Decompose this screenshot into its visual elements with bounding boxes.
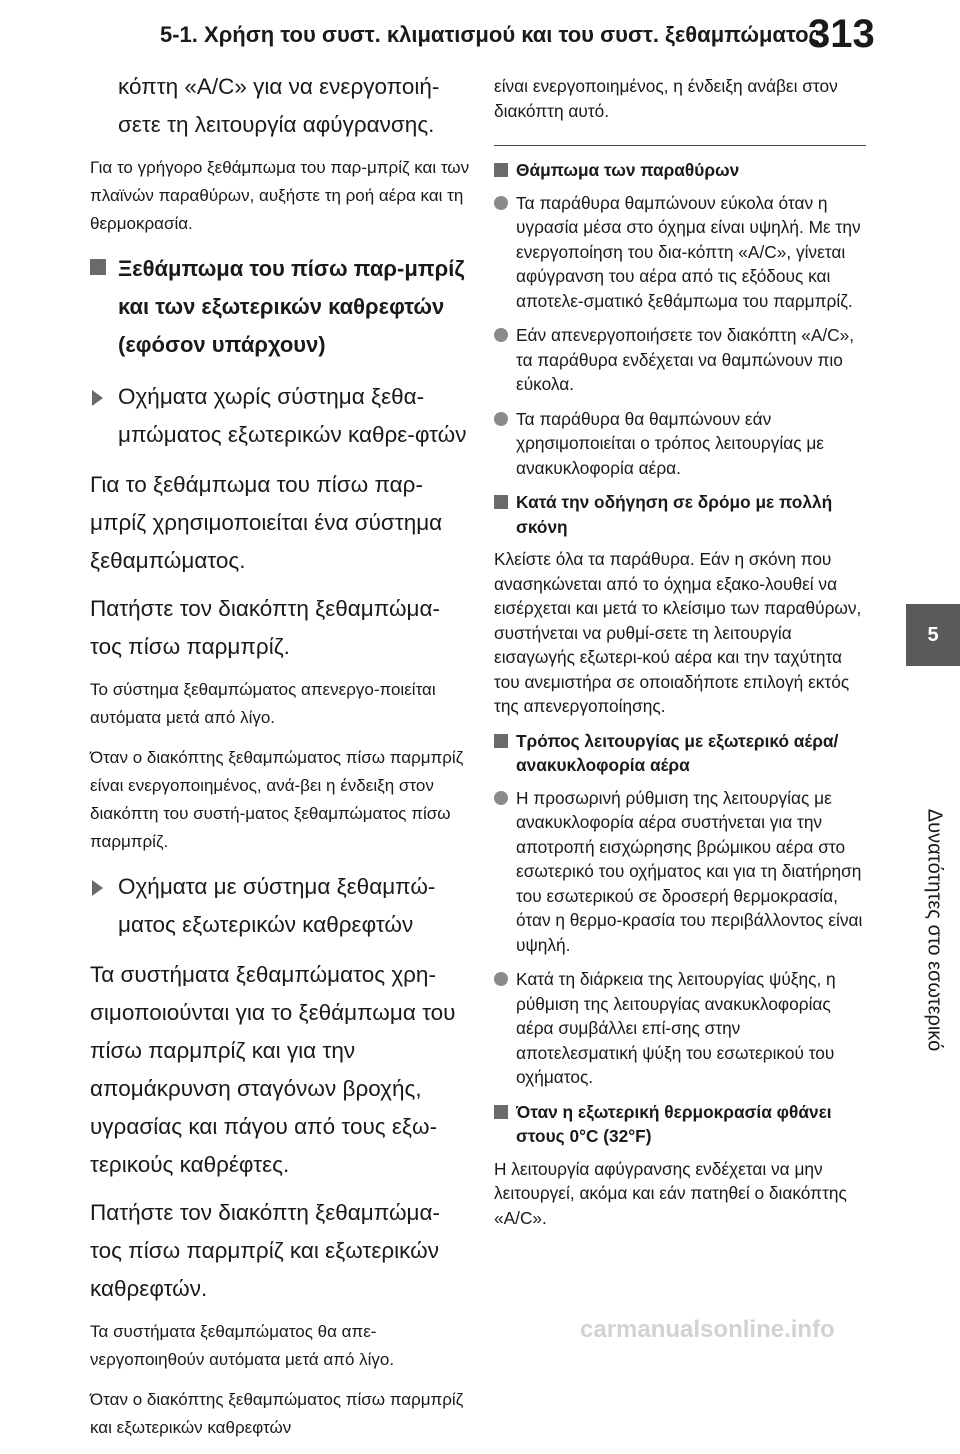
section-heading-text: Όταν η εξωτερική θερμοκρασία φθάνει στους 0°C (32°F) — [516, 1101, 832, 1146]
bullet-item — [494, 323, 866, 397]
page-number: 313 — [808, 12, 875, 56]
triangle-bullet-icon — [92, 880, 103, 896]
section-heading-text: Θάμπωμα των παραθύρων — [516, 160, 740, 180]
note-paragraph: Όταν ο διακόπτης ξεθαμπώματος πίσω παρμπρίζ και εξωτερικών καθρεφτών — [90, 1390, 464, 1437]
bullet-item — [494, 407, 866, 481]
subsection-heading-text: Οχήματα με σύστημα ξεθαμπώ-ματος εξωτερικών καθρεφτών — [118, 874, 436, 937]
note-paragraph: Τα συστήματα ξεθαμπώματος θα απε-νεργοποιηθούν αυτόματα μετά από λίγο. — [90, 1322, 395, 1369]
square-bullet-icon — [494, 495, 508, 509]
bullet-text: Εάν απενεργοποιήσετε τον διακόπτη «A/C», τα παράθυρα ενδέχεται να θαμπώνουν πιο εύκολα. — [516, 325, 855, 394]
section-heading — [494, 729, 866, 778]
circle-bullet-icon — [494, 196, 508, 210]
intro-paragraph: κόπτη «A/C» για να ενεργοποιή-σετε τη λειτουργία αφύγρανσης. — [118, 74, 440, 137]
body-paragraph: Κλείστε όλα τα παράθυρα. Εάν η σκόνη που ανασηκώνεται από το όχημα εξακο-λουθεί να εισέρχεται και μετά το κλείσιμο των παραθύρων, συστήνεται να ρυθμί-σετε τη λειτουργία εισαγωγής εξωτερι-κού αέρα και την ταχύτητα του ανεμιστήρα σε οποιαδήποτε επιλογή εκτός της απενεργοποίησης. — [494, 549, 862, 716]
bullet-text: Η προσωρινή ρύθμιση της λειτουργίας με ανακυκλοφορία αέρα συστήνεται για την αποτροπή εισχώρησης βρώμικου αέρα στο εσωτερικό του οχήματος και για τη διατήρηση του εσωτερικού σε δροσερή θερμοκρασία, όταν η θερμο-κρασία του περιβάλλοντος είναι υψηλή. — [516, 787, 863, 955]
right-column — [494, 74, 866, 1240]
left-column — [90, 68, 470, 1454]
body-paragraph: Τα συστήματα ξεθαμπώματος χρη-σιμοποιούνται για το ξεθάμπωμα του πίσω παρμπρίζ και για την απομάκρυνση σταγόνων βροχής, υγρασίας και πάγου από τους εξω-τερικούς καθρέφτες. — [90, 962, 456, 1177]
circle-bullet-icon — [494, 328, 508, 342]
chapter-side-label-text: Δυνατότητες στο εσωτερικό — [923, 808, 946, 1052]
circle-bullet-icon — [494, 412, 508, 426]
note-paragraph: Το σύστημα ξεθαμπώματος απενεργο-ποιείται αυτόματα μετά από λίγο. — [90, 680, 436, 727]
bullet-item — [494, 191, 866, 314]
continued-paragraph: είναι ενεργοποιημένος, η ένδειξη ανάβει στον διακόπτη αυτό. — [494, 76, 838, 121]
subsection-heading — [90, 378, 470, 454]
square-bullet-icon — [494, 1105, 508, 1119]
bullet-text: Τα παράθυρα θαμπώνουν εύκολα όταν η υγρασία μέσα στο όχημα είναι υψηλή. Με την ενεργοποίηση του δια-κόπτη «A/C», γίνεται αφύγρανση του αέρα από τις εξόδους και αποτελε-σματικό ξεθάμπωμα του παρμπρίζ. — [516, 192, 861, 311]
circle-bullet-icon — [494, 972, 508, 986]
body-paragraph: Πατήστε τον διακόπτη ξεθαμπώμα-τος πίσω παρμπρίζ. — [90, 596, 441, 659]
square-bullet-icon — [90, 259, 106, 275]
subsection-heading — [90, 868, 470, 944]
square-bullet-icon — [494, 734, 508, 748]
note-paragraph: Για το γρήγορο ξεθάμπωμα του παρ-μπρίζ και των πλαϊνών παραθύρων, αυξήστε τη ροή αέρα και τη θερμοκρασία. — [90, 158, 470, 233]
section-heading-text: Τρόπος λειτουργίας με εξωτερικό αέρα/ανακυκλοφορία αέρα — [516, 730, 839, 775]
section-heading — [494, 490, 866, 539]
square-bullet-icon — [494, 163, 508, 177]
section-heading-text: Κατά την οδήγηση σε δρόμο με πολλή σκόνη — [516, 492, 833, 537]
subsection-heading-text: Οχήματα χωρίς σύστημα ξεθα-μπώματος εξωτερικών καθρε-φτών — [118, 384, 467, 447]
circle-bullet-icon — [494, 791, 508, 805]
body-paragraph: Πατήστε τον διακόπτη ξεθαμπώμα-τος πίσω παρμπρίζ και εξωτερικών καθρεφτών. — [90, 1200, 441, 1301]
chapter-tab[interactable] — [906, 604, 960, 666]
section-heading-text: Ξεθάμπωμα του πίσω παρ-μπρίζ και των εξωτερικών καθρεφτών (εφόσον υπάρχουν) — [118, 256, 465, 357]
section-heading — [90, 250, 470, 364]
watermark: carmanualsonline.info — [580, 1316, 835, 1343]
bullet-text: Τα παράθυρα θα θαμπώνουν εάν χρησιμοποιείται ο τρόπος λειτουργίας με ανακυκλοφορία αέρα. — [516, 408, 824, 478]
body-paragraph: Η λειτουργία αφύγρανσης ενδέχεται να μην λειτουργεί, ακόμα και εάν πατηθεί ο διακόπτης «A/C». — [494, 1158, 847, 1228]
section-heading — [494, 158, 866, 183]
chapter-tab-number: 5 — [927, 623, 939, 646]
section-heading — [494, 1100, 866, 1149]
note-paragraph: Όταν ο διακόπτης ξεθαμπώματος πίσω παρμπρίζ είναι ενεργοποιημένος, ανά-βει η ένδειξη στον διακόπτη του συστή-ματος ξεθαμπώματος πίσω παρμπρίζ. — [90, 748, 464, 851]
bullet-item — [494, 967, 866, 1090]
divider — [494, 145, 866, 146]
bullet-text: Κατά τη διάρκεια της λειτουργίας ψύξης, η ρύθμιση της λειτουργίας ανακυκλοφορίας αέρα συμβάλλει επί-σης στην αποτελεσματική ψύξη του εσωτερικού του οχήματος. — [516, 969, 836, 1087]
body-paragraph: Για το ξεθάμπωμα του πίσω παρ-μπρίζ χρησιμοποιείται ένα σύστημα ξεθαμπώματος. — [90, 472, 443, 573]
triangle-bullet-icon — [92, 390, 103, 406]
header-title: 5-1. Χρήση του συστ. κλιματισμού και του συστ. ξεθαμπώματος — [160, 22, 821, 47]
bullet-item — [494, 786, 866, 958]
